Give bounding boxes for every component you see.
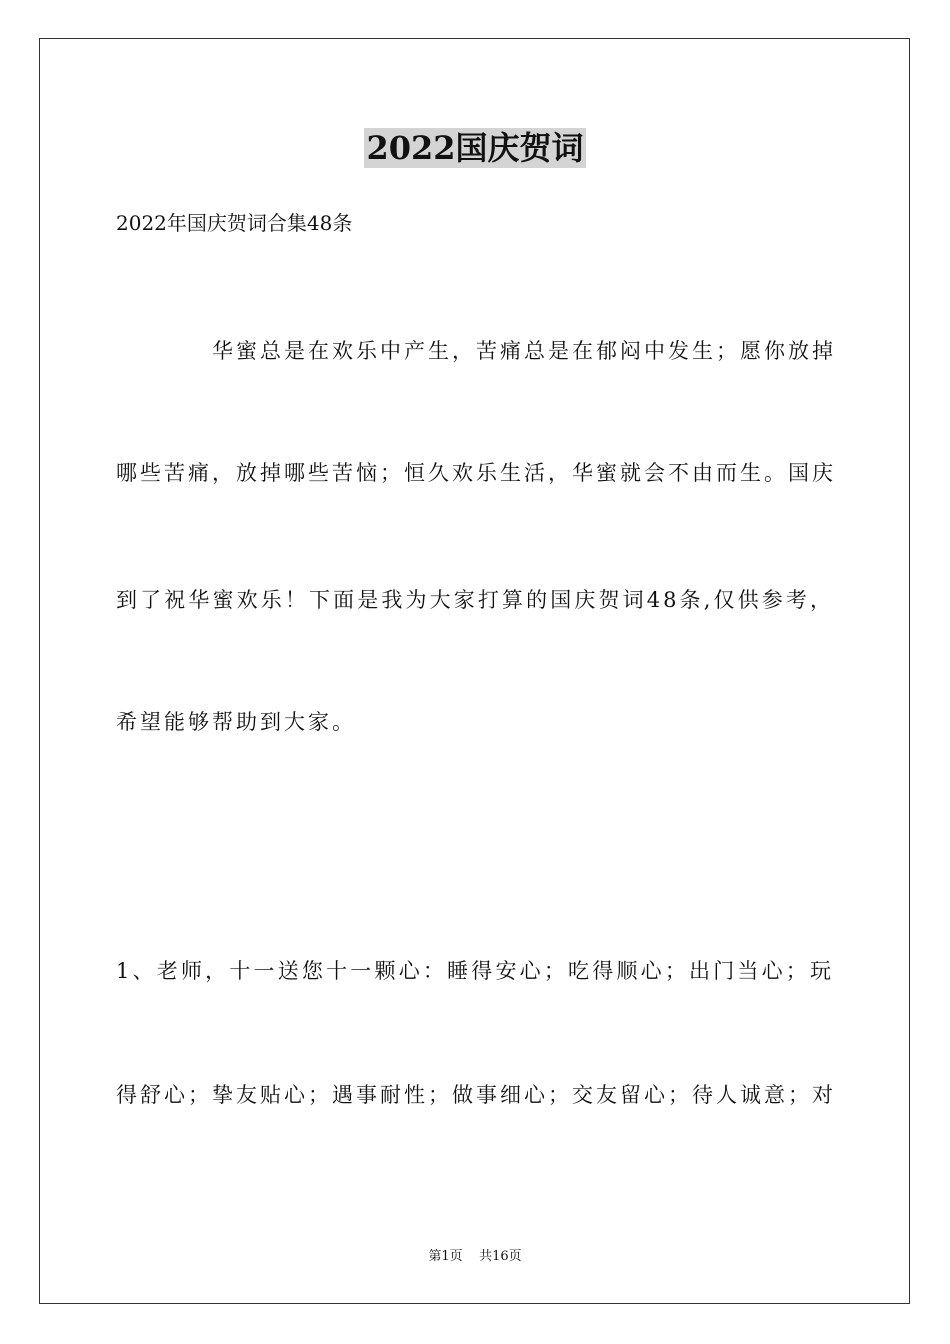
document-title: 2022国庆贺词: [366, 129, 584, 167]
title-container: [0, 128, 950, 168]
document-subtitle: 2022年国庆贺词合集48条: [116, 211, 353, 235]
paragraph-line: 得舒心；挚友贴心；遇事耐性；做事细心；交友留心；待人诚意；对: [116, 1083, 836, 1107]
paragraph-line: 希望能够帮助到大家。: [116, 710, 356, 734]
paragraph-line: 1、老师，十一送您十一颗心：睡得安心；吃得顺心；出门当心；玩: [116, 959, 834, 983]
paragraph-line: 哪些苦痛，放掉哪些苦恼；恒久欢乐生活，华蜜就会不由而生。国庆: [116, 461, 836, 485]
page-footer: 第1页 共16页: [428, 1249, 522, 1264]
paragraph-line: 到了祝华蜜欢乐！下面是我为大家打算的国庆贺词48条,仅供参考，: [116, 588, 834, 612]
paragraph-line: 华蜜总是在欢乐中产生，苦痛总是在郁闷中发生；愿你放掉: [212, 339, 836, 363]
